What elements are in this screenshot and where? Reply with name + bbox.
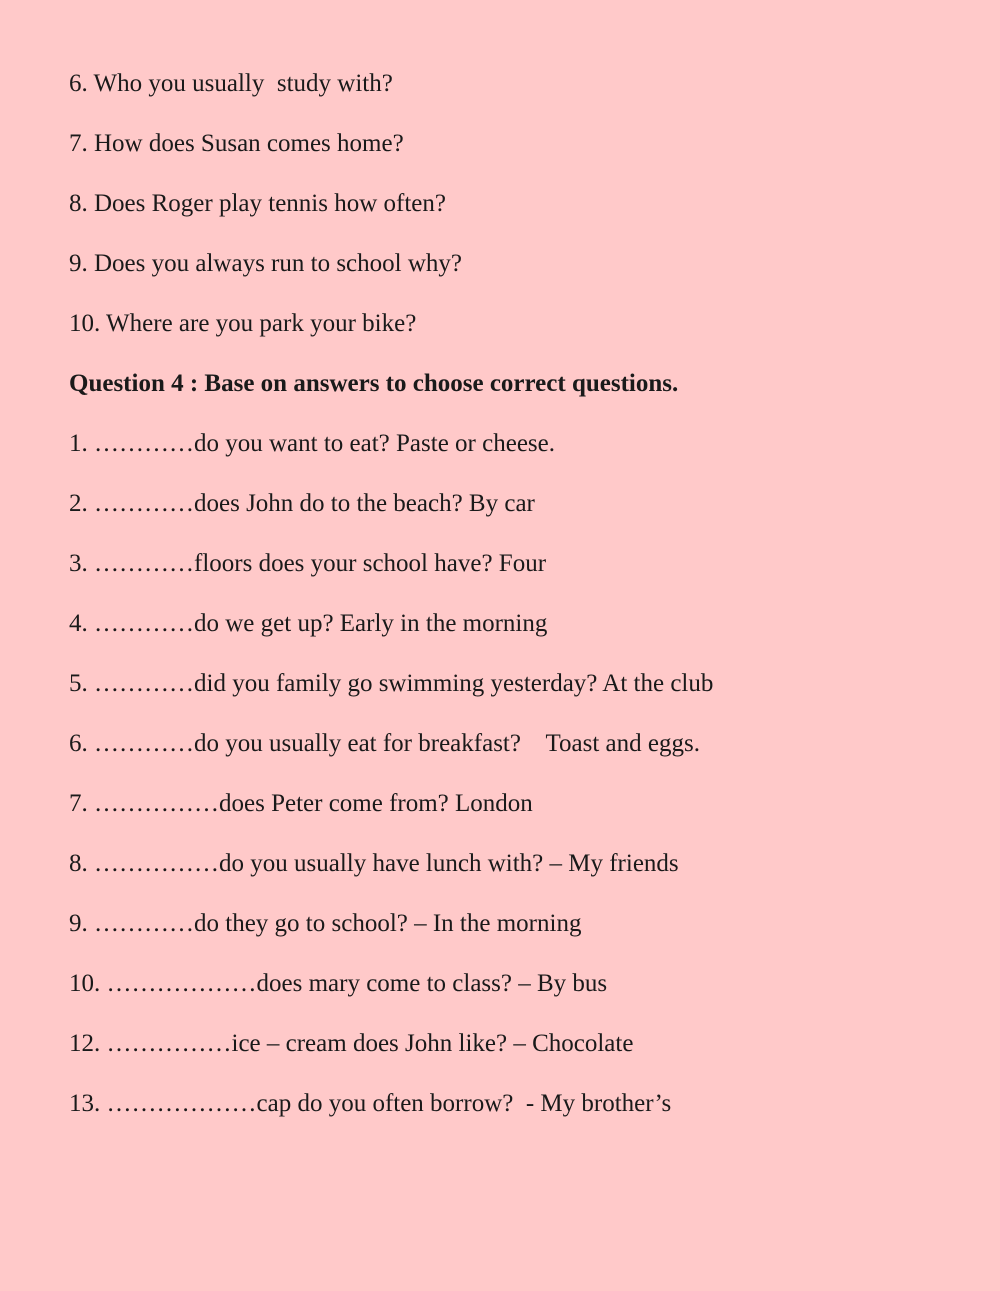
q4-item-12: 12. ……………ice – cream does John like? – Chocolate (69, 1030, 634, 1057)
q4-item-7: 7. ……………does Peter come from? London (69, 790, 533, 817)
q4-item-2: 2. …………does John do to the beach? By car (69, 490, 535, 517)
prev-item-6: 6. Who you usually study with? (69, 70, 393, 97)
q4-item-13: 13. ………………cap do you often borrow? - My brother’s (69, 1090, 672, 1117)
q4-item-8: 8. ……………do you usually have lunch with? – My friends (69, 850, 679, 877)
prev-item-9: 9. Does you always run to school why? (69, 250, 462, 277)
prev-item-10: 10. Where are you park your bike? (69, 310, 417, 337)
q4-item-4: 4. …………do we get up? Early in the morning (69, 610, 548, 637)
q4-item-1: 1. …………do you want to eat? Paste or cheese. (69, 430, 555, 457)
q4-item-5: 5. …………did you family go swimming yesterday? At the club (69, 670, 714, 697)
prev-item-8: 8. Does Roger play tennis how often? (69, 190, 447, 217)
q4-item-9: 9. …………do they go to school? – In the morning (69, 910, 582, 937)
q4-item-3: 3. …………floors does your school have? Four (69, 550, 547, 577)
question-4-heading: Question 4 : Base on answers to choose correct questions. (69, 370, 679, 397)
q4-item-10: 10. ………………does mary come to class? – By bus (69, 970, 608, 997)
q4-item-6: 6. …………do you usually eat for breakfast? Toast and eggs. (69, 730, 700, 757)
prev-item-7: 7. How does Susan comes home? (69, 130, 404, 157)
worksheet-page (69, 62, 969, 1142)
